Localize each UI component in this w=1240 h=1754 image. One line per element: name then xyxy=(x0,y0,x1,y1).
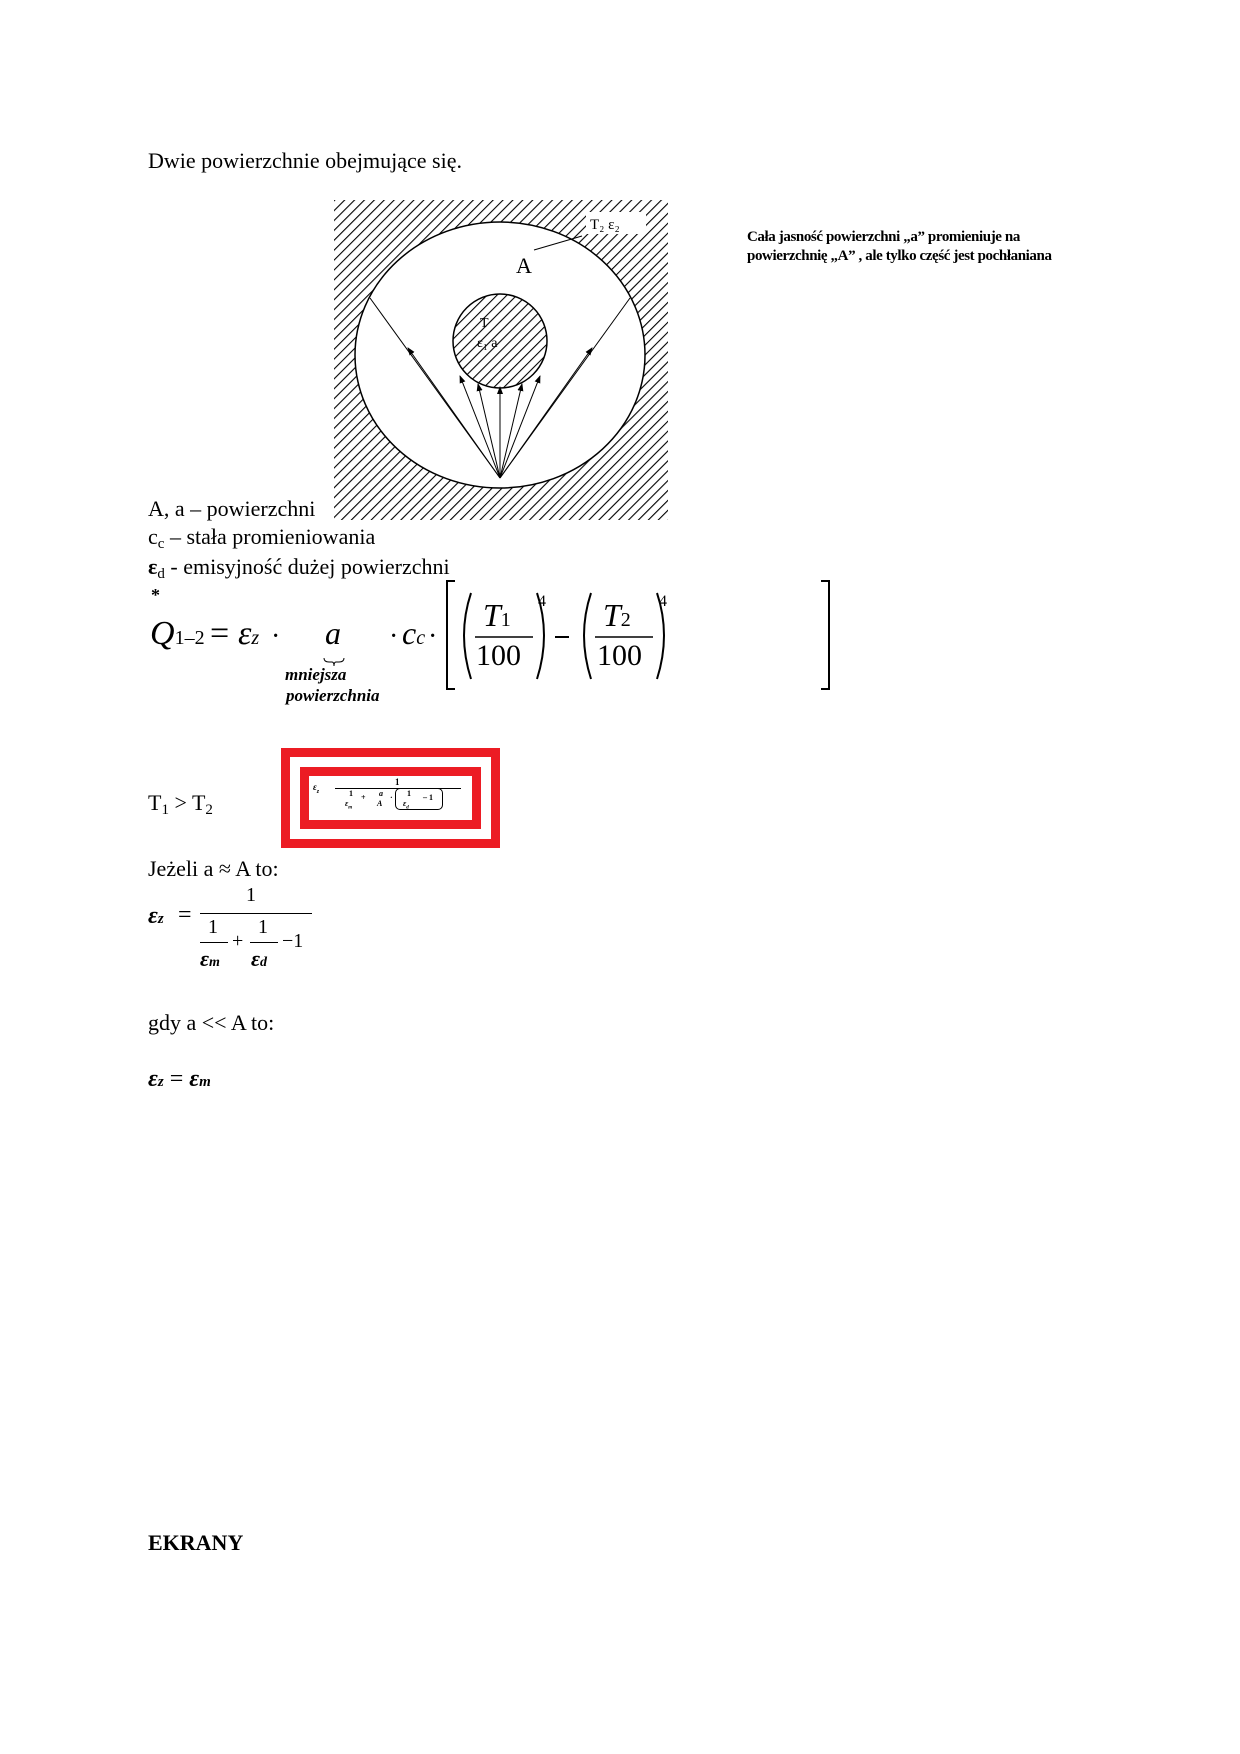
definition-surfaces: A, a – powierzchni xyxy=(148,496,316,521)
inner-emissivity-label: ε₁ a xyxy=(477,336,498,351)
inner-temp-label: T xyxy=(480,316,489,331)
boxed-formula: $\varepsilon_z$ 1 1 $\varepsilon_m$ + a A · 1 $\varepsilon_d$ – 1 xyxy=(281,748,500,848)
outer-label-A: A xyxy=(516,253,532,278)
fraction-T1: T1 xyxy=(483,597,511,633)
diagram-caption: Cała jasność powierzchni „a” promieniuje na powierzchnię „A” , ale tylko część jest pochłaniana xyxy=(747,229,1052,264)
enclosure-diagram xyxy=(334,200,668,520)
formula-c-c: cc xyxy=(402,615,426,651)
definition-radiation-constant: $c_c$ – stała promieniowania xyxy=(148,524,376,552)
formula-eps-z: εz xyxy=(238,615,260,652)
page-heading: Dwie powierzchnie obejmujące się. xyxy=(148,148,462,173)
formula-brackets xyxy=(443,577,833,697)
section-heading: EKRANY xyxy=(148,1530,244,1555)
case-equal-areas-formula: εz = 1 1 εm + 1 εd −1 xyxy=(148,880,328,980)
definition-emissivity: $\varepsilon_d$ - emisyjność dużej powierzchni xyxy=(148,554,450,582)
temperature-comparison: $T_1 > T_2$ xyxy=(148,790,213,818)
outer-temp-label: T₂ ε₂ xyxy=(590,217,620,233)
case-small-area: gdy a << A to: xyxy=(148,1010,275,1035)
formula-lhs: Q1–2 xyxy=(150,615,205,652)
formula-a: a xyxy=(325,615,341,651)
fraction-T2: T2 xyxy=(603,597,631,633)
case-equal-areas: Jeżeli a ≈ A to: xyxy=(148,856,279,881)
case-small-area-formula: εz = εm xyxy=(148,1066,211,1092)
